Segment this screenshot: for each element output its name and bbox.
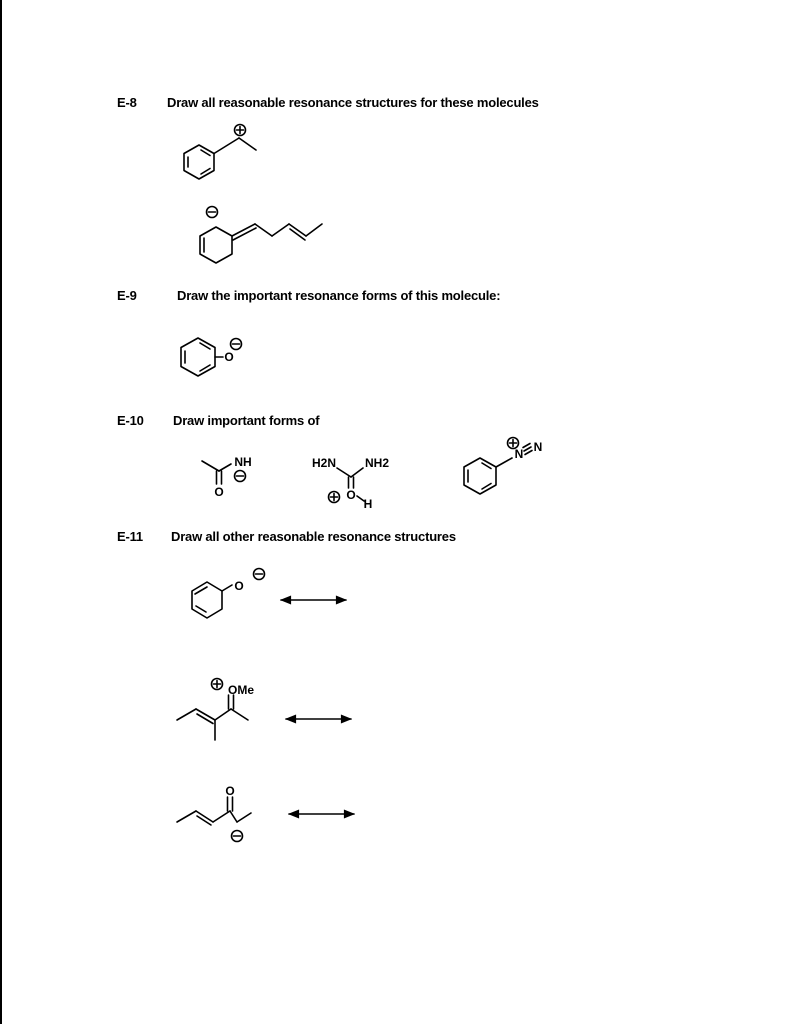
- atom-label-n: N: [514, 447, 524, 461]
- enolate-structure: [177, 797, 251, 825]
- minus-charge-icon: [235, 471, 246, 482]
- atom-label-h2n: H2N: [311, 456, 337, 470]
- minus-charge-icon: [207, 207, 218, 218]
- atom-label-o: O: [346, 488, 356, 502]
- plus-charge-icon: [329, 492, 340, 503]
- amide-anion-structure: [202, 461, 231, 484]
- problem-instruction-e11: Draw all other reasonable resonance structures: [171, 529, 456, 544]
- phenoxide-structure: [181, 338, 223, 376]
- atom-label-o: O: [224, 350, 234, 364]
- minus-charge-icon: [231, 339, 242, 350]
- atom-label-o: O: [225, 784, 235, 798]
- benzylic-cation-structure: [184, 138, 256, 179]
- problem-instruction-e8: Draw all reasonable resonance structures for these molecules: [167, 95, 539, 110]
- atom-label-ome: OMe: [227, 683, 255, 697]
- minus-charge-icon: [232, 831, 243, 842]
- cyclohexenyl-anion-structure: [200, 224, 322, 263]
- atom-label-n: N: [533, 440, 543, 454]
- atom-label-h: H: [363, 497, 373, 511]
- atom-label-nh: NH: [234, 455, 252, 469]
- problem-number-e9: E-9: [117, 288, 137, 303]
- cyclohexadiene-oxide-structure: [192, 582, 232, 618]
- problem-number-e11: E-11: [117, 529, 143, 544]
- problem-number-e8: E-8: [117, 95, 137, 110]
- atom-label-o: O: [214, 485, 224, 499]
- problem-number-e10: E-10: [117, 413, 144, 428]
- oxocarbenium-structure: [177, 695, 248, 740]
- plus-charge-icon: [235, 125, 246, 136]
- atom-label-o: O: [234, 579, 244, 593]
- problem-instruction-e9: Draw the important resonance forms of this molecule:: [177, 288, 501, 303]
- plus-charge-icon: [212, 679, 223, 690]
- atom-label-nh2: NH2: [364, 456, 390, 470]
- problem-instruction-e10: Draw important forms of: [173, 413, 320, 428]
- minus-charge-icon: [254, 569, 265, 580]
